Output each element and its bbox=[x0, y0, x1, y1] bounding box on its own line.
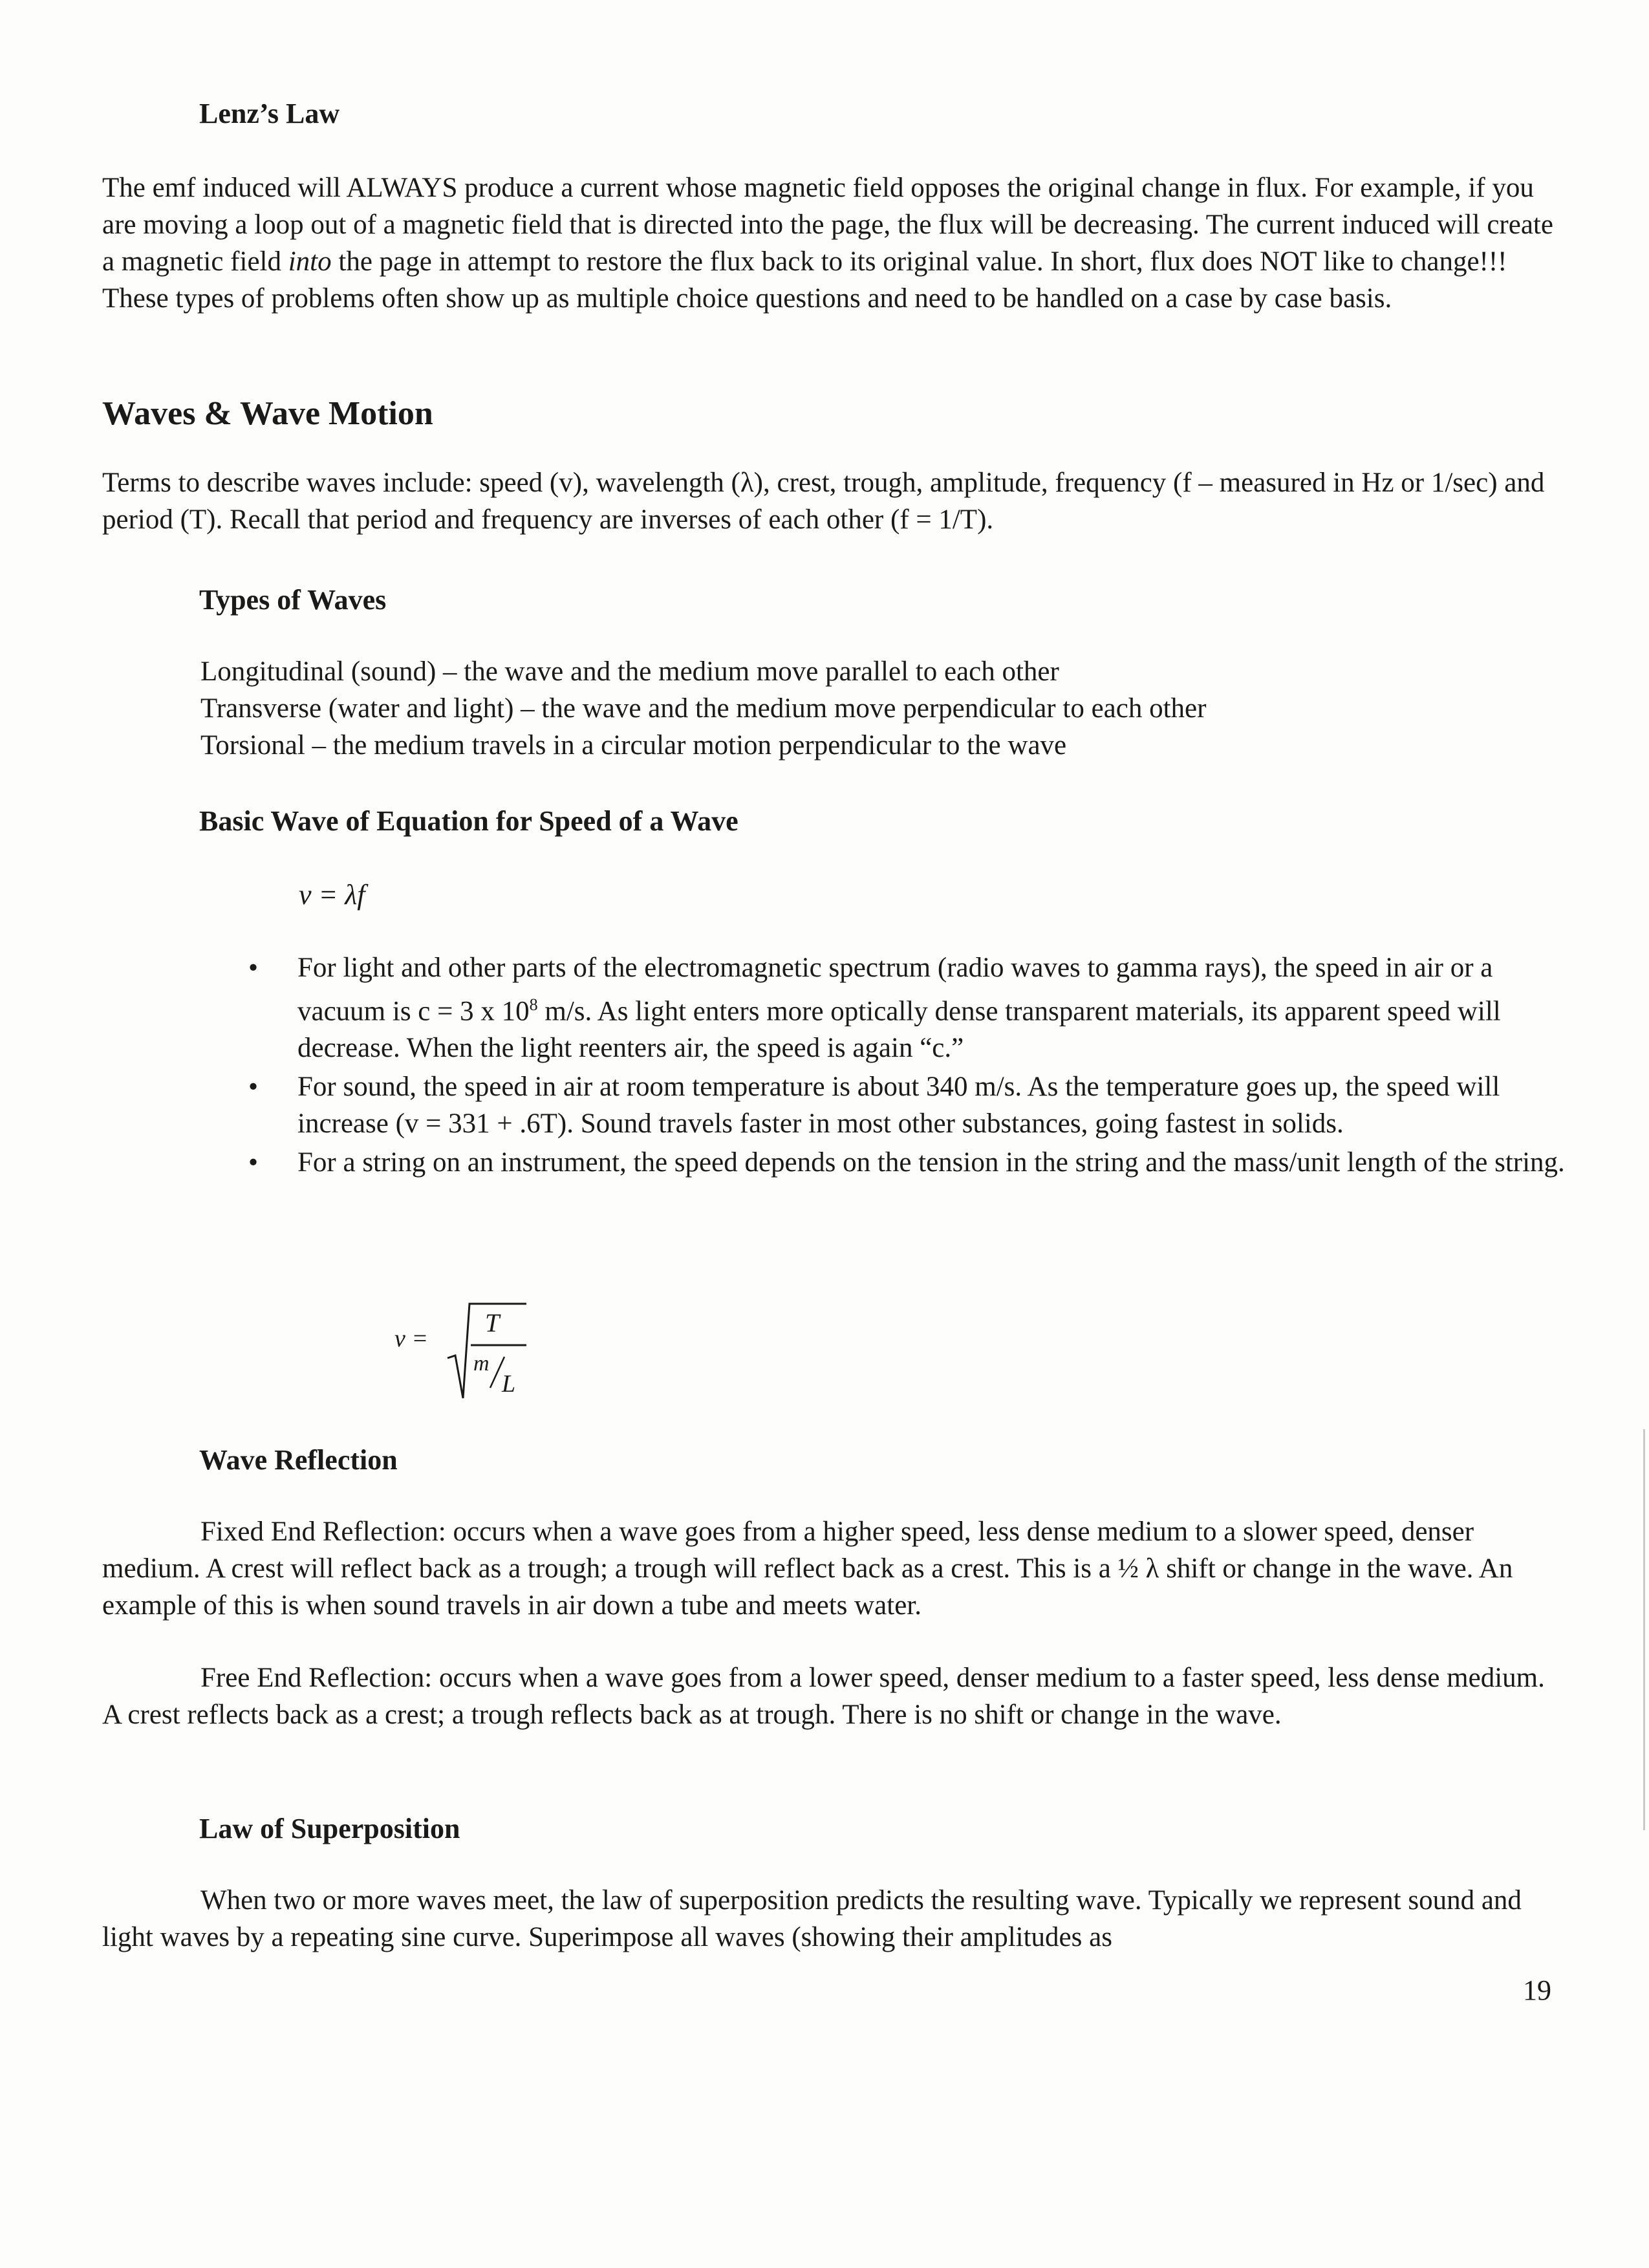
radical-sign-icon bbox=[394, 1293, 543, 1410]
free-end-paragraph: Free End Reflection: occurs when a wave goes from a lower speed, denser medium to a faster speed, less dense medium. A crest reflects back as a crest; a trough reflects back as at trough. There is no shift or change in the wave. bbox=[102, 1663, 1545, 1730]
type-longitudinal: Longitudinal (sound) – the wave and the medium move parallel to each other bbox=[200, 656, 1059, 687]
reflection-heading: Wave Reflection bbox=[199, 1444, 398, 1476]
speed-bullet-list bbox=[246, 949, 1565, 1183]
lenz-text-b: the page in attempt to restore the flux back to its original value. In short, flux does NOT like to change!!! These types of problems often show up as multiple choice questions and need to be handled on a case by case basis. bbox=[102, 246, 1507, 314]
superposition-paragraph: When two or more waves meet, the law of superposition predicts the resulting wave. Typically we represent sound and light waves by a repeating sine curve. Superimpose all waves (showing their amplitudes as bbox=[102, 1885, 1522, 1952]
bullet-light-text-a: For light and other parts of the electromagnetic spectrum (radio waves to gamma rays), the speed in air or a vacuum is c = 3 x 10 bbox=[297, 953, 1493, 1027]
string-eq-lhs: v = bbox=[394, 1325, 429, 1352]
string-eq-tension: T bbox=[485, 1308, 500, 1337]
bullet-string-text: For a string on an instrument, the speed depends on the tension in the string and the mass/unit length of the string. bbox=[297, 1147, 1565, 1178]
types-heading: Types of Waves bbox=[199, 584, 387, 616]
bullet-string bbox=[246, 1144, 1565, 1181]
speed-heading: Basic Wave of Equation for Speed of a Wave bbox=[199, 805, 738, 837]
lenz-text-a: The emf induced will ALWAYS produce a current whose magnetic field opposes the original change in flux. For example, if you are moving a loop out of a magnetic field that is directed into the page, the flux will be decreasing. The current induced will create a magnetic field bbox=[102, 173, 1553, 277]
bullet-light bbox=[246, 949, 1565, 1066]
lenz-paragraph bbox=[102, 169, 1557, 317]
bullet-dot-icon: • bbox=[248, 1147, 259, 1178]
page-number: 19 bbox=[1523, 1974, 1551, 2006]
bullet-dot-icon: • bbox=[248, 953, 259, 983]
bullet-sound bbox=[246, 1068, 1565, 1142]
bullet-light-text-b: m/s. As light enters more optically dense transparent materials, its apparent speed will decrease. When the light reenters air, the speed is again “c.” bbox=[297, 996, 1501, 1064]
superposition-heading: Law of Superposition bbox=[199, 1813, 460, 1844]
string-eq-length: L bbox=[502, 1370, 516, 1398]
lenz-text-emphasis: into bbox=[288, 246, 332, 277]
scan-edge-divider bbox=[1643, 1429, 1645, 1830]
waves-terms-paragraph: Terms to describe waves include: speed (v), wavelength (λ), crest, trough, amplitude, frequency (f – measured in Hz or 1/sec) and period (T). Recall that period and frequency are inverses of each other (f = 1/T). bbox=[102, 468, 1545, 535]
types-list bbox=[200, 653, 1558, 764]
type-transverse: Transverse (water and light) – the wave and the medium move perpendicular to each other bbox=[200, 693, 1207, 724]
bullet-dot-icon: • bbox=[248, 1072, 259, 1103]
type-torsional: Torsional – the medium travels in a circular motion perpendicular to the wave bbox=[200, 730, 1067, 761]
wave-speed-equation: v = λf bbox=[299, 879, 365, 911]
fixed-end-paragraph: Fixed End Reflection: occurs when a wave goes from a higher speed, less dense medium to a slower speed, denser medium. A crest will reflect back as a trough; a trough will reflect back as a crest. This is a ½ λ shift or change in the wave. An example of this is when sound travels in air down a tube and meets water. bbox=[102, 1517, 1513, 1621]
bullet-light-exponent: 8 bbox=[529, 995, 538, 1014]
lenz-heading: Lenz’s Law bbox=[199, 98, 340, 129]
string-eq-mass: m bbox=[473, 1352, 490, 1376]
bullet-sound-text: For sound, the speed in air at room temperature is about 340 m/s. As the temperature goes up, the speed will increase (v = 331 + .6T). Sound travels faster in most other substances, going fastest in solids. bbox=[297, 1072, 1500, 1139]
waves-heading: Waves & Wave Motion bbox=[102, 395, 433, 432]
string-speed-equation bbox=[394, 1293, 543, 1410]
